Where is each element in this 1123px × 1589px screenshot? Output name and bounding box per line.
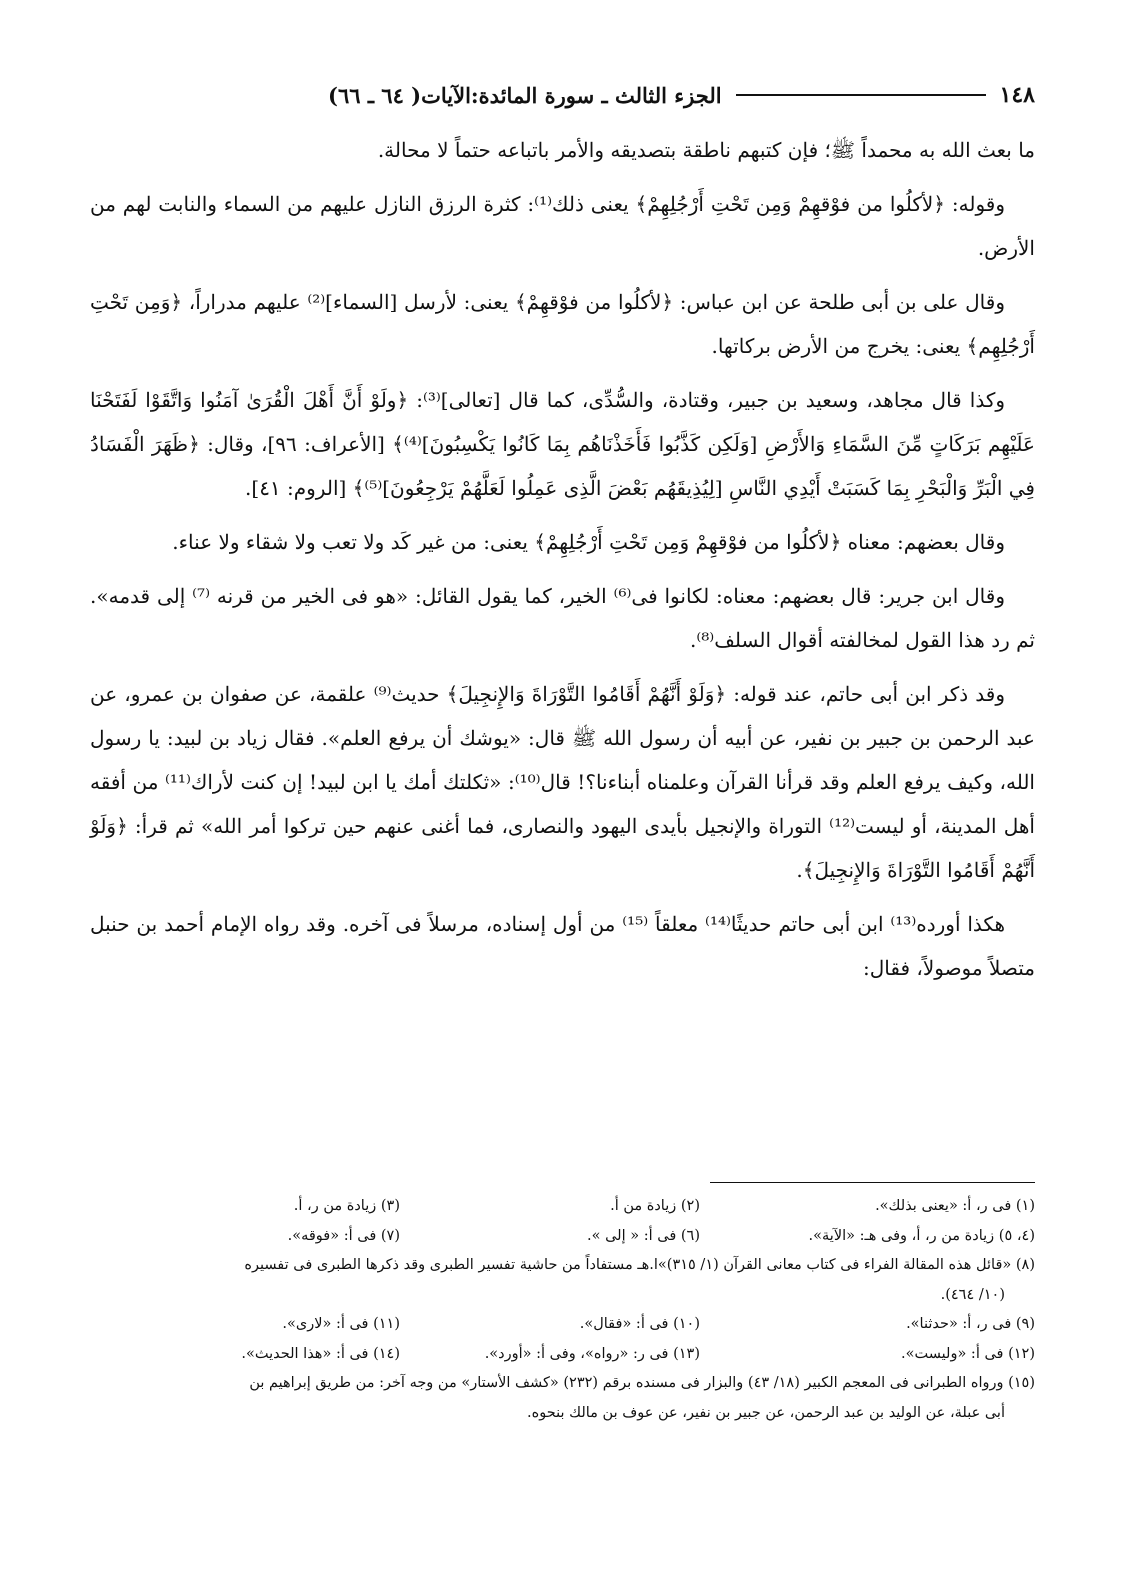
- footnote-row: [90, 1192, 1035, 1222]
- footnote-4-5: (٤، ٥) زيادة من ر، أ، وفى هـ: «الآية».: [808, 1227, 1035, 1244]
- paragraph: وقال على بن أبى طلحة عن ابن عباس: ﴿لأكلُوا من فوْقهِمْ﴾ يعنى: لأرسل [السماء]⁽²⁾ عليهم مدراراً، ﴿وَمِن تَحْتِ أَرْجُلِهِم﴾ يعنى: يخرج من الأرض بركاتها.: [90, 290, 1035, 358]
- footnote-2: (٢) زيادة من أ.: [610, 1198, 700, 1214]
- paragraph: وقال بعضهم: معناه ﴿لأكلُوا من فوْقهِمْ وَمِن تَحْتِ أَرْجُلِهِمْ﴾ يعنى: من غير كَد ولا تعب ولا شقاء ولا عناء.: [172, 530, 1005, 554]
- footnote-15-continuation: أبى عبلة، عن الوليد بن عبد الرحمن، عن جبير بن نفير، عن عوف بن مالك بنحوه.: [527, 1404, 1005, 1421]
- main-text: [90, 128, 1035, 1000]
- footnote-15: [90, 1369, 1035, 1428]
- footnote-14: (١٤) فى أ: «هذا الحديث».: [241, 1345, 400, 1362]
- footnote-row: [90, 1222, 1035, 1252]
- footnotes: [90, 1192, 1035, 1428]
- paragraph: وقد ذكر ابن أبى حاتم، عند قوله: ﴿وَلَوْ أَنَّهُمْ أَقَامُوا التَّوْرَاةَ وَالإِنجِيلَ﴾ حديث⁽⁹⁾ علقمة، عن صفوان بن عمرو، عن عبد الرحمن بن جبير بن نفير، عن أبيه أن رسول الله ﷺ قال: «يوشك أن يرفع العلم». فقال زياد بن لبيد: يا رسول الله، وكيف يرفع العلم وقد قرأنا القرآن وعلمناه أبناءنا؟! قال⁽¹⁰⁾: «ثكلتك أمك يا ابن لبيد! إن كنت لأراك⁽¹¹⁾ من أفقه أهل المدينة، أو ليست⁽¹²⁾ التوراة والإنجيل بأيدى اليهود والنصارى، فما أغنى عنهم حين تركوا أمر الله» ثم قرأ: ﴿وَلَوْ أَنَّهُمْ أَقَامُوا التَّوْرَاةَ وَالإِنجِيلَ﴾.: [90, 682, 1035, 882]
- paragraph: وكذا قال مجاهد، وسعيد بن جبير، وقتادة، والسُّدِّى، كما قال [تعالى]⁽³⁾: ﴿ولَوْ أَنَّ أَهْلَ الْقُرَىٰ آمَنُوا وَاتَّقَوْا لَفَتَحْنَا عَلَيْهِم بَرَكَاتٍ مِّنَ السَّمَاءِ وَالأَرْضِ [وَلَكِن كَذَّبُوا فَأَخَذْنَاهُم بِمَا كَانُوا يَكْسِبُونَ]⁽⁴⁾﴾ [الأعراف: ٩٦]، وقال: ﴿ظَهَرَ الْفَسَادُ فِي الْبَرِّ وَالْبَحْرِ بِمَا كَسَبَتْ أَيْدِي النَّاسِ [لِيُذِيقَهُم بَعْضَ الَّذِى عَمِلُوا لَعَلَّهُمْ يَرْجِعُونَ]⁽⁵⁾﴾ [الروم: ٤١].: [90, 388, 1035, 500]
- footnote-3: (٣) زيادة من ر، أ.: [293, 1198, 400, 1214]
- paragraph: ما بعث الله به محمداً ﷺ؛ فإن كتبهم ناطقة بتصديقه والأمر باتباعه حتماً لا محالة.: [377, 138, 1035, 162]
- page-number: ١٤٨: [999, 82, 1035, 108]
- page-header: [90, 78, 1035, 112]
- footnote-separator: [710, 1182, 1035, 1183]
- header-rule: [736, 94, 986, 96]
- footnote-8-text: (٨) «قائل هذه المقالة الفراء فى كتاب معانى القرآن (١/ ٣١٥)»ا.هـ مستفاداً من حاشية تفسير الطبرى وقد ذكرها الطبرى فى تفسيره: [244, 1257, 1035, 1273]
- footnote-12: (١٢) فى أ: «وليست».: [901, 1345, 1035, 1362]
- footnote-7: (٧) فى أ: «فوقه».: [287, 1227, 400, 1244]
- paragraph: وقال ابن جرير: قال بعضهم: معناه: لكانوا فى⁽⁶⁾ الخير، كما يقول القائل: «هو فى الخير من قرنه ⁽⁷⁾ إلى قدمه». ثم رد هذا القول لمخالفته أقوال السلف⁽⁸⁾.: [90, 584, 1035, 652]
- footnote-6: (٦) فى أ: « إلى ».: [587, 1227, 700, 1244]
- footnote-9: (٩) فى ر، أ: «حدثنا».: [906, 1316, 1035, 1332]
- running-title: الجزء الثالث ـ سورة المائدة:الآيات( ٦٤ ـ ٦٦): [328, 82, 722, 108]
- paragraph: وقوله: ﴿لأكلُوا من فوْقهِمْ وَمِن تَحْتِ أَرْجُلِهِمْ﴾ يعنى ذلك⁽¹⁾: كثرة الرزق النازل عليهم من السماء والنابت لهم من الأرض.: [90, 192, 1035, 260]
- paragraph: هكذا أورده⁽¹³⁾ ابن أبى حاتم حديثًا⁽¹⁴⁾ معلقاً ⁽¹⁵⁾ من أول إسناده، مرسلاً فى آخره. وقد رواه الإمام أحمد بن حنبل متصلاً موصولاً، فقال:: [90, 912, 1035, 980]
- footnote-15-text: (١٥) ورواه الطبرانى فى المعجم الكبير (١٨/ ٤٣) والبزار فى مسنده برقم (٢٣٢) «كشف الأستار» من وجه آخر: من طريق إبراهيم بن: [249, 1375, 1035, 1391]
- footnote-row: [90, 1340, 1035, 1370]
- footnote-8-continuation: (١٠/ ٤٦٤).: [940, 1286, 1005, 1303]
- footnote-row: [90, 1310, 1035, 1340]
- footnote-10: (١٠) فى أ: «فقال».: [579, 1316, 700, 1332]
- footnote-8: [90, 1251, 1035, 1310]
- footnote-11: (١١) فى أ: «لارى».: [282, 1316, 400, 1332]
- footnote-13: (١٣) فى ر: «رواه»، وفى أ: «أورد».: [484, 1345, 700, 1362]
- footnote-1: (١) فى ر، أ: «يعنى بذلك».: [875, 1198, 1035, 1214]
